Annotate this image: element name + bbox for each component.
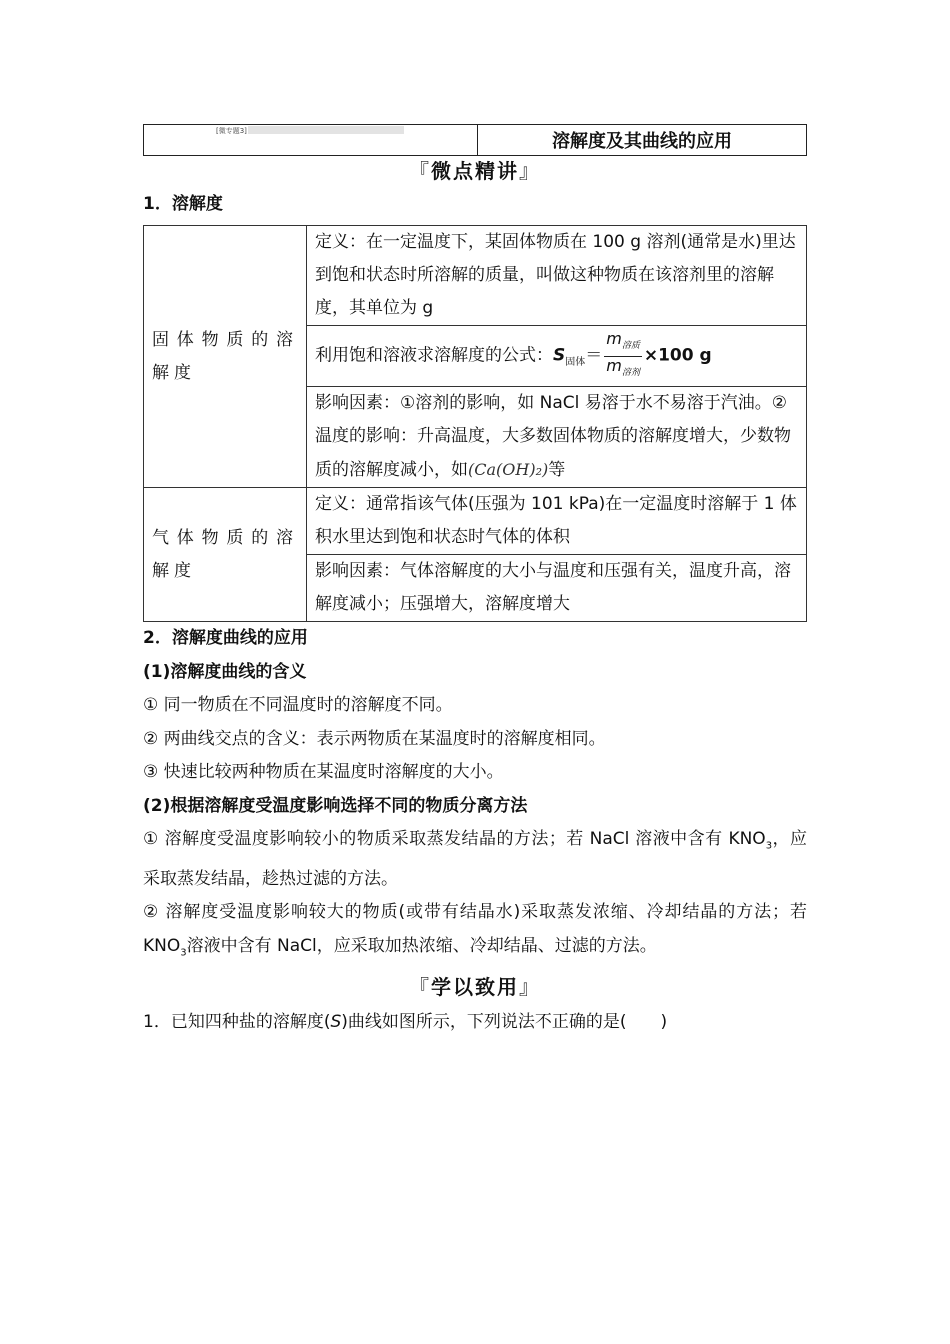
kno3-subscript: 3 — [180, 947, 187, 959]
solid-factors-cell — [307, 387, 807, 488]
gas-definition-cell: 定义：通常指该气体(压强为 101 kPa)在一定温度时溶解于 1 体积水里达到饱和状态时气体的体积 — [307, 488, 807, 555]
list-item: ① 溶解度受温度影响较小的物质采取蒸发结晶的方法；若 NaCl 溶液中含有 $KNO_3$，应采取蒸发结晶，趁热过滤的方法。 — [143, 829, 808, 889]
formula-fraction — [604, 330, 642, 381]
banner-close-bracket: 』 — [519, 974, 541, 999]
section-2-heading: 2．溶解度曲线的应用 — [143, 628, 308, 648]
header-tag-strip — [248, 126, 404, 134]
banner-text: 微点精讲 — [431, 159, 519, 183]
document-page — [143, 124, 807, 1039]
table-row — [144, 488, 807, 555]
table-row — [144, 226, 807, 326]
solid-formula-cell — [307, 326, 807, 387]
fraction-denominator: $m_{溶剂}$ — [606, 355, 640, 378]
formula-s-sub: 固体 — [565, 357, 586, 369]
header-tag: [微专题3] — [216, 127, 247, 135]
list-item: ③ 快速比较两种物质在某温度时溶解度的大小。 — [143, 762, 504, 782]
header-left-cell — [144, 125, 478, 155]
calcium-hydroxide-formula: (Ca(OH)₂) — [468, 460, 549, 479]
solid-factors-tail: 等 — [548, 460, 566, 480]
banner-apply — [143, 972, 807, 1004]
gas-category-cell: 气体物质的溶解度 — [144, 488, 307, 622]
formula-eq: ＝ — [585, 346, 603, 366]
banner-open-bracket: 『 — [409, 974, 431, 999]
list-item: ① 同一物质在不同温度时的溶解度不同。 — [143, 695, 453, 715]
gas-factors-cell: 影响因素：气体溶解度的大小与温度和压强有关，温度升高，溶解度减小；压强增大，溶解度增大 — [307, 555, 807, 622]
section-2-sub-2: (2)根据溶解度受温度影响选择不同的物质分离方法 — [143, 795, 528, 816]
kno3-subscript: 3 — [765, 840, 773, 852]
solid-factors-text: 影响因素：①溶剂的影响，如 NaCl 易溶于水不易溶于汽油。②温度的影响：升高温度，大多数固体物质的溶解度增大，少数物质的溶解度减小，如 — [315, 393, 791, 480]
formula-prefix: 利用饱和溶液求溶解度的公式： — [315, 346, 553, 366]
solid-category-cell: 固体物质的溶解度 — [144, 226, 307, 488]
formula-s: S — [553, 346, 566, 366]
header-title: 溶解度及其曲线的应用 — [552, 131, 732, 152]
banner-open-bracket: 『 — [409, 159, 431, 183]
section-2-sub-1: (1)溶解度曲线的含义 — [143, 661, 307, 682]
fraction-numerator: $m_{溶质}$ — [604, 330, 642, 356]
list-item: ② 溶解度受温度影响较大的物质(或带有结晶水)采取蒸发浓缩、冷却结晶的方法；若 $KNO_3$溶液中含有 NaCl，应采取加热浓缩、冷却结晶、过滤的方法。 — [143, 902, 807, 959]
list-item: ② 两曲线交点的含义：表示两物质在某温度时的溶解度相同。 — [143, 728, 606, 749]
solid-definition-cell: 定义：在一定温度下，某固体物质在 100 g 溶剂(通常是水)里达到饱和状态时所溶解的质量，叫做这种物质在该溶剂里的溶解度，其单位为 g — [307, 226, 807, 326]
banner-close-bracket: 』 — [519, 159, 541, 183]
solubility-table — [143, 225, 807, 622]
header-box — [143, 124, 807, 156]
banner-text: 学以致用 — [431, 974, 519, 999]
question-1: 1．已知四种盐的溶解度(S)曲线如图所示，下列说法不正确的是( ) — [143, 1011, 668, 1032]
section-1-heading: 1．溶解度 — [143, 194, 223, 214]
formula-tail: ×100 g — [643, 346, 712, 366]
banner-micro-points — [143, 156, 807, 188]
